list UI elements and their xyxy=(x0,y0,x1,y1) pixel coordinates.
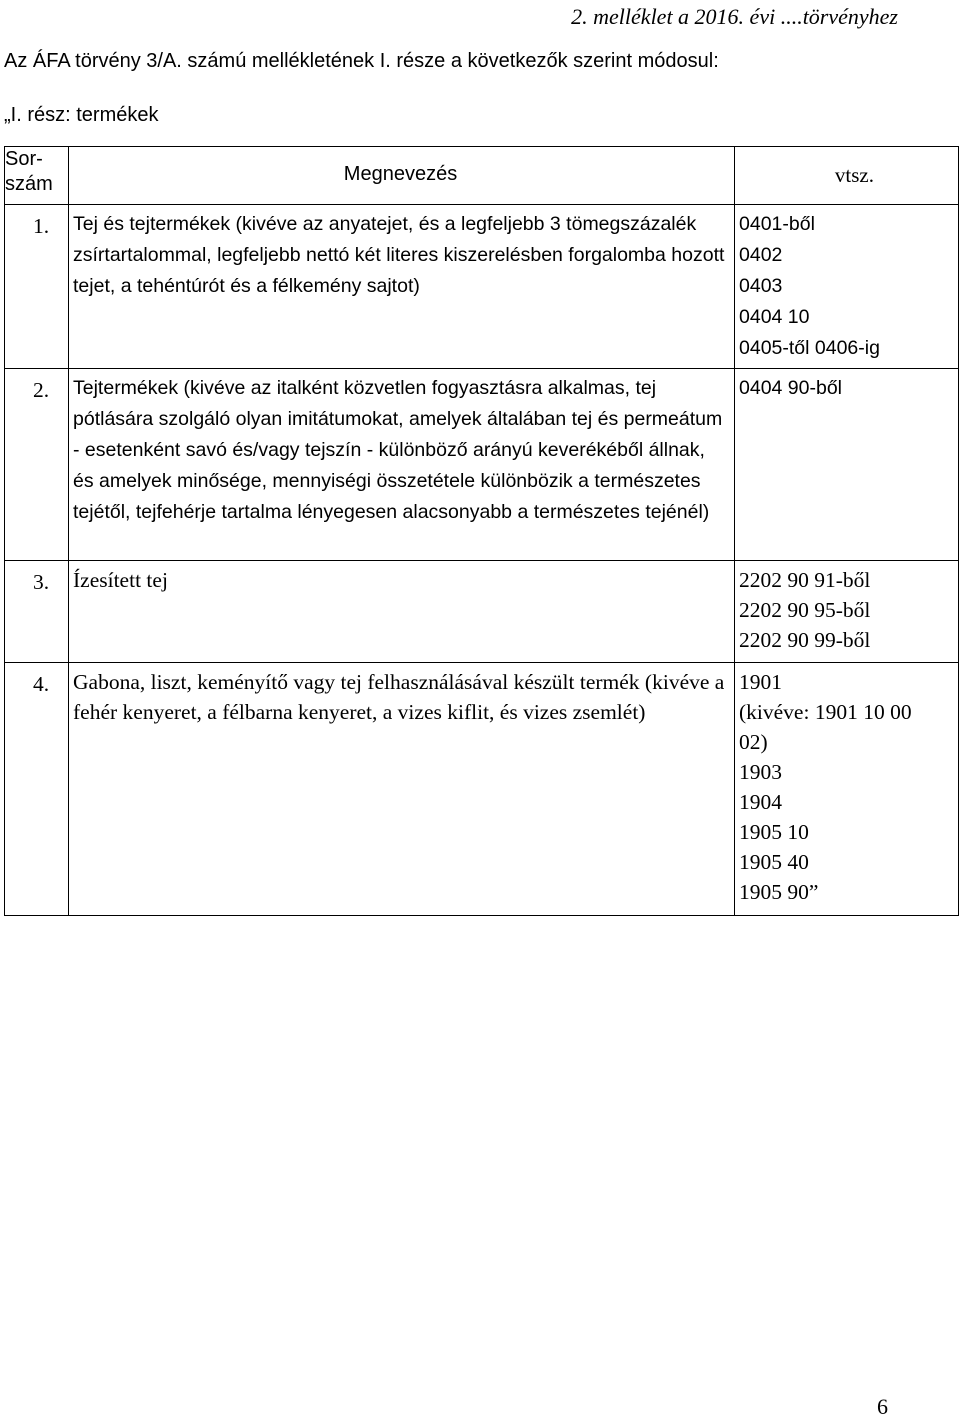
row-name-cell xyxy=(69,663,735,916)
row-code: 1901 xyxy=(739,670,782,694)
row-name-cell xyxy=(69,369,735,561)
header-name-cell xyxy=(69,147,735,205)
row-name: Tej és tejtermékek (kivéve az anyatejet, és a legfeljebb 3 tömegszázalék zsírtartalommal, legfeljebb nettó két literes kiszerelésben forgalomba hozott tejet, a tehéntúrót és a félkemény sajtot) xyxy=(73,213,725,297)
part-title: „I. rész: termékek xyxy=(4,104,159,126)
row-name: Gabona, liszt, keményítő vagy tej felhasználásával készült termék (kivéve a fehér kenyeret, a félbarna kenyeret, a vizes kiflit, és vizes zsemlét) xyxy=(73,670,725,724)
annex-header: 2. melléklet a 2016. évi ....törvényhez xyxy=(571,4,898,29)
row-code: 2202 90 99-ből xyxy=(739,628,871,652)
row-number-cell xyxy=(5,369,69,561)
table-row xyxy=(5,561,959,663)
header-number-cell xyxy=(5,147,69,205)
row-number: 3. xyxy=(33,570,50,594)
row-code: 0404 90-ből xyxy=(739,377,843,399)
row-number-cell xyxy=(5,561,69,663)
row-code: 0403 xyxy=(739,275,783,297)
header-number-label: Sor- szám xyxy=(5,148,53,195)
row-code: 1905 90” xyxy=(739,880,819,904)
table-row xyxy=(5,663,959,916)
header-code-cell xyxy=(735,147,959,205)
row-code: 0405-től 0406-ig xyxy=(739,337,880,359)
row-code: 02) xyxy=(739,730,768,754)
row-code: 2202 90 91-ből xyxy=(739,568,871,592)
row-code: 1905 40 xyxy=(739,850,809,874)
row-code: 1904 xyxy=(739,790,782,814)
row-number: 1. xyxy=(33,214,50,238)
row-name: Tejtermékek (kivéve az italként közvetlen fogyasztásra alkalmas, tej pótlására szolgáló olyan imitátumokat, amelyek általában tej és permeátum - esetenként savó és/vagy tejszín - különböző arányú keverékéből állnak, és amelyek minősége, mennyiségi összetétele különbözik a természetes tejétől, tejfehérje tartalma lényegesen alacsonyabb a természetes tejénél) xyxy=(73,377,723,523)
row-code: 2202 90 95-ből xyxy=(739,598,871,622)
row-number-cell xyxy=(5,663,69,916)
intro-line: Az ÁFA törvény 3/A. számú mellékletének I. része a következők szerint módosul: xyxy=(4,50,719,72)
row-code-cell xyxy=(735,663,959,916)
header-code-label: vtsz. xyxy=(834,163,874,187)
header-name-label: Megnevezés xyxy=(343,163,458,185)
row-code: 0402 xyxy=(739,244,783,266)
row-code-cell xyxy=(735,369,959,561)
table-row xyxy=(5,369,959,561)
row-code: 1905 10 xyxy=(739,820,809,844)
row-code: 1903 xyxy=(739,760,782,784)
row-name-cell xyxy=(69,205,735,369)
row-code-cell xyxy=(735,205,959,369)
page-number: 6 xyxy=(877,1394,888,1419)
row-code: (kivéve: 1901 10 00 xyxy=(739,700,912,724)
table-header-row xyxy=(5,147,959,205)
row-number: 2. xyxy=(33,378,50,402)
row-code-cell xyxy=(735,561,959,663)
row-number: 4. xyxy=(33,672,50,696)
row-number-cell xyxy=(5,205,69,369)
table-row xyxy=(5,205,959,369)
row-code: 0404 10 xyxy=(739,306,810,328)
row-name: Ízesített tej xyxy=(73,568,168,592)
row-code: 0401-ből xyxy=(739,213,815,235)
product-table xyxy=(4,146,959,916)
row-name-cell xyxy=(69,561,735,663)
